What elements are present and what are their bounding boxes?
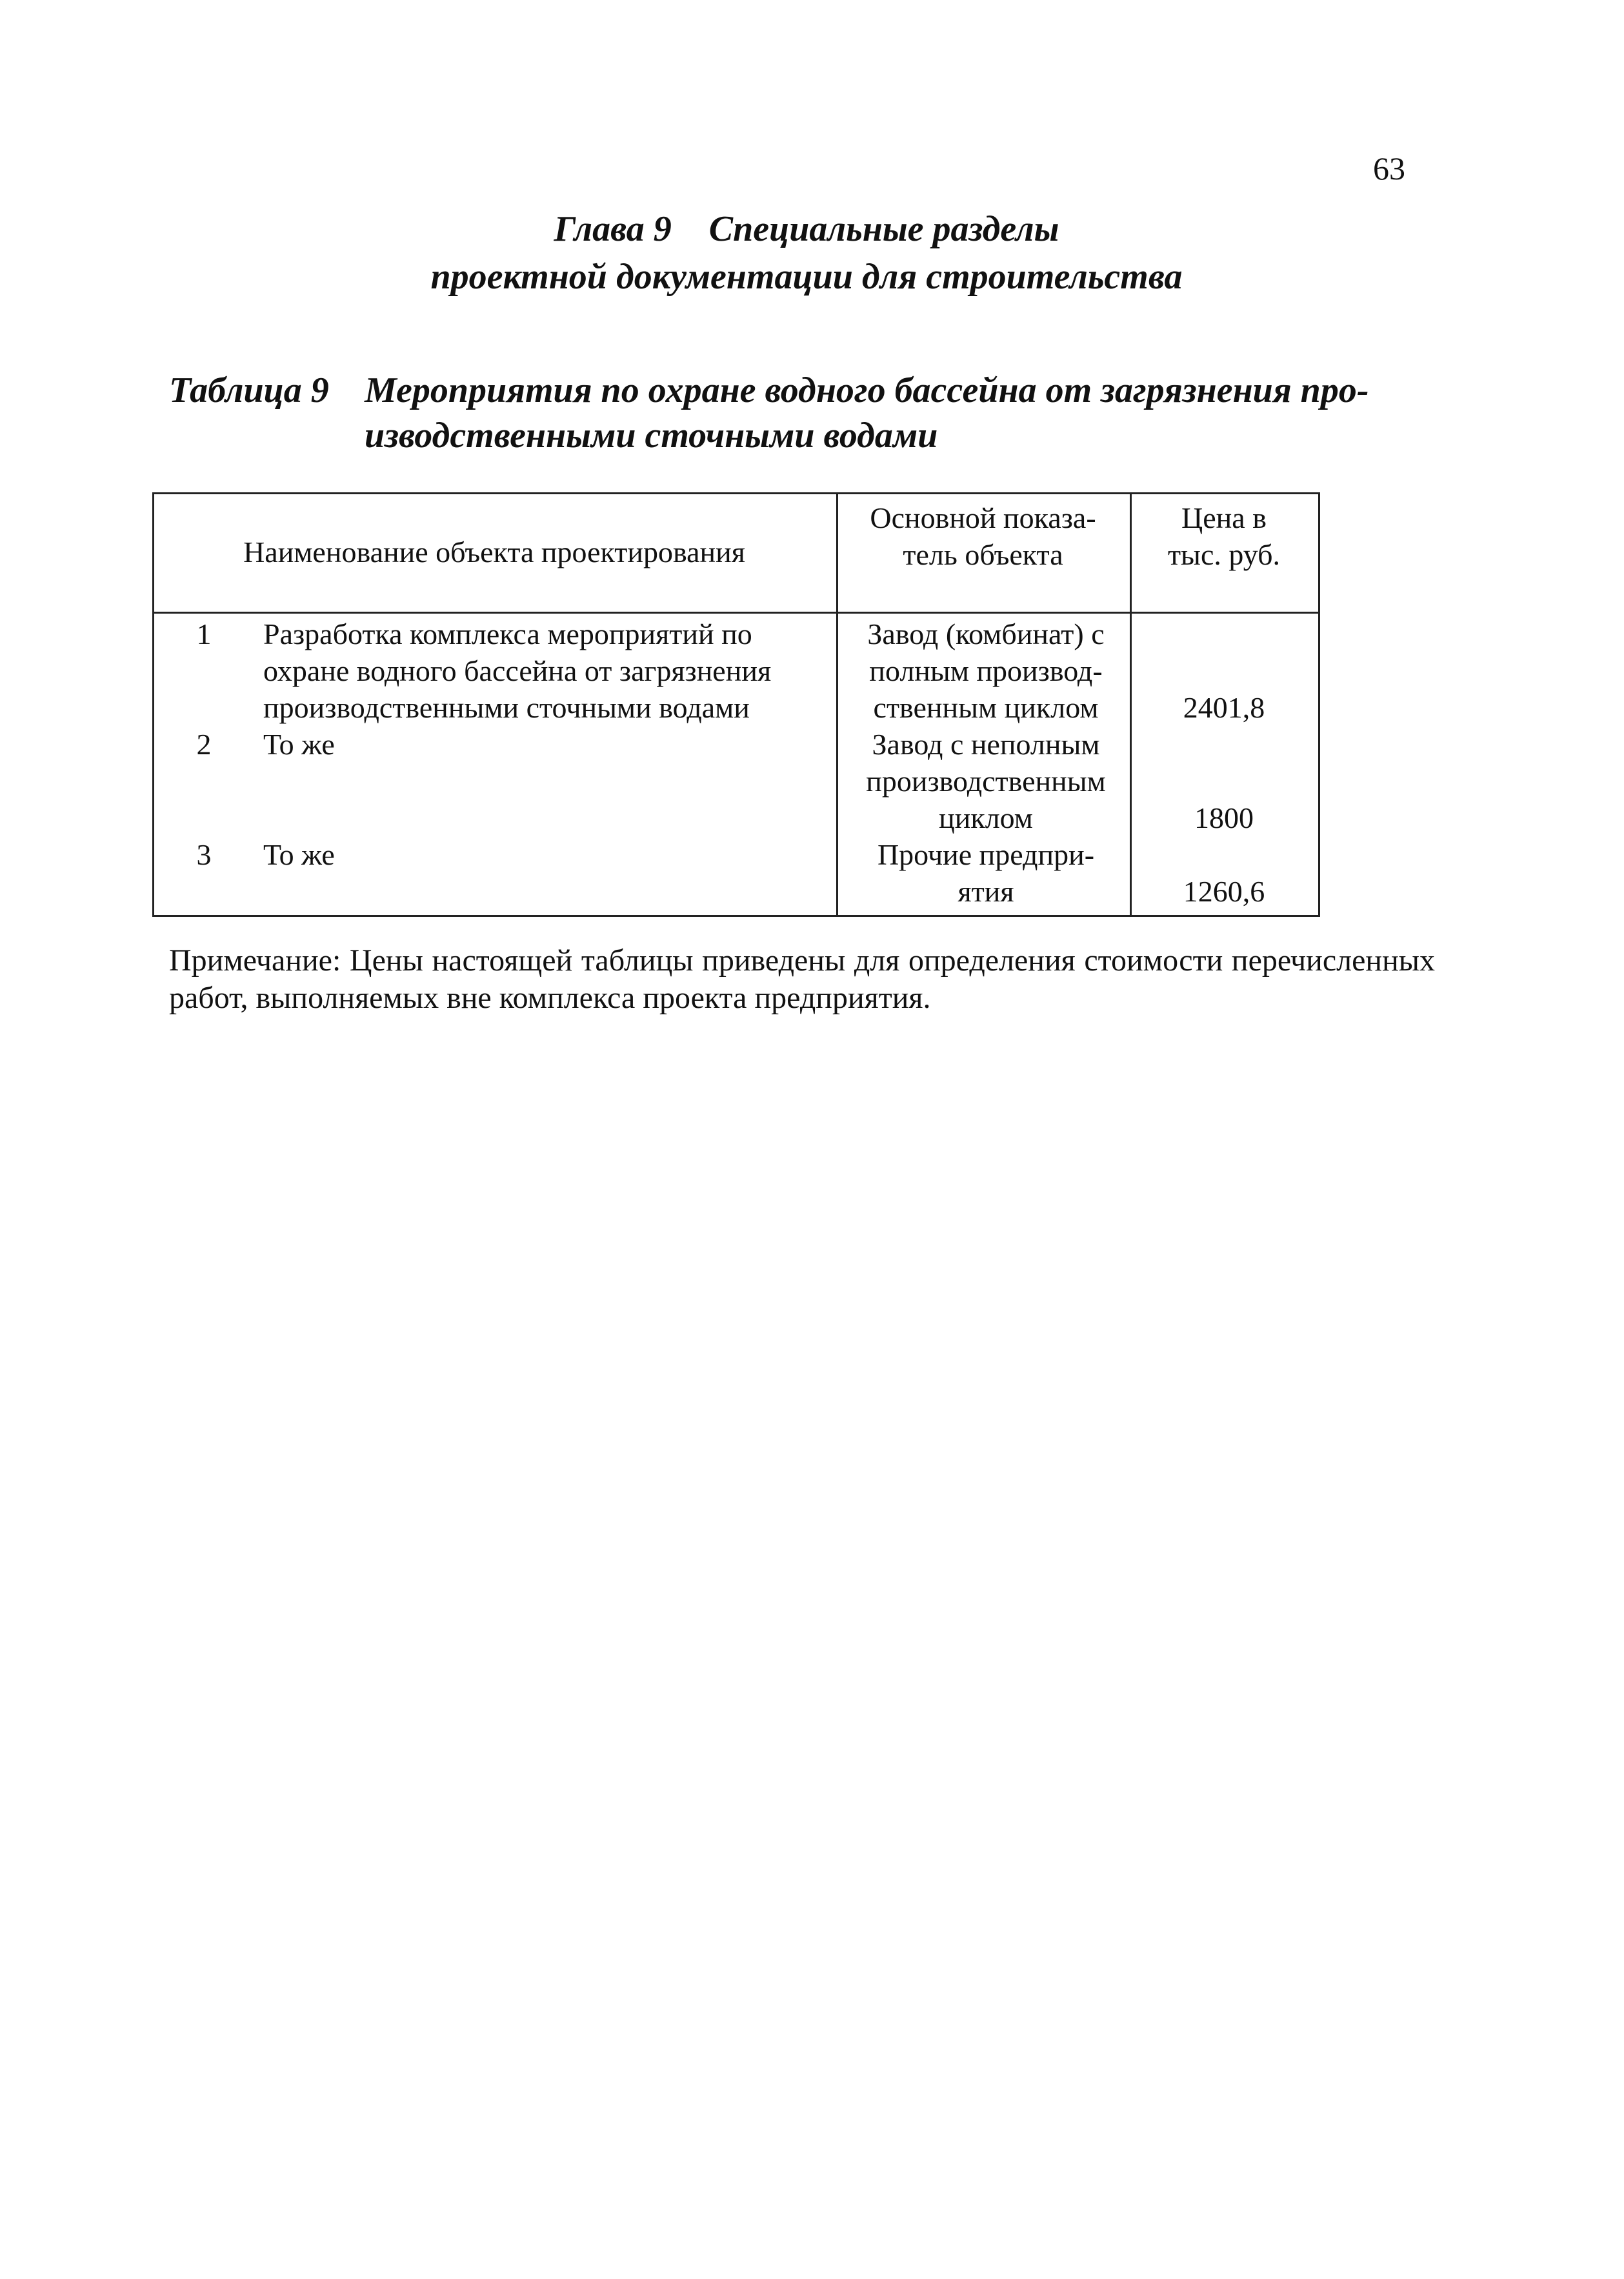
row-3-number: 3 <box>196 838 212 871</box>
row-2-price: 1800 <box>1194 801 1254 834</box>
header-indicator <box>836 499 1130 573</box>
header-price-line1: Цена в <box>1181 501 1267 534</box>
row-3-indicator-line2: ятия <box>957 875 1014 908</box>
table-title-line1: Мероприятия по охране водного бассейна от загрязнения про- <box>365 370 1369 410</box>
row-3-indicator-line1: Прочие предпри- <box>877 838 1095 871</box>
row-1-indicator <box>844 616 1128 726</box>
table-border-right <box>1318 494 1320 915</box>
row-2-indicator-line1: Завод с неполным <box>872 728 1100 761</box>
row-2-indicator-line2: производственным <box>866 765 1106 798</box>
chapter-title-line2: проектной документации для строительства <box>430 257 1183 297</box>
page-number: 63 <box>1373 150 1405 186</box>
row-1-number: 1 <box>196 617 212 650</box>
row-1-indicator-line1: Завод (комбинат) с <box>867 617 1105 650</box>
table-note: Примечание: Цены настоящей таблицы приведены для определения стоимости перечисленных работ, выполняемых вне комплекса проекта предприятия. <box>169 943 1435 1015</box>
header-price <box>1130 499 1318 573</box>
row-3-indicator <box>844 836 1128 910</box>
measures-table <box>152 492 1320 917</box>
row-1-name-line1: Разработка комплекса мероприятий по <box>263 617 752 650</box>
table-header-divider <box>152 612 1320 614</box>
row-1-name-line3: производственными сточными водами <box>263 691 750 724</box>
chapter-number: Глава 9 <box>554 209 672 249</box>
row-2-number: 2 <box>196 728 212 761</box>
chapter-heading-line1 <box>258 205 1355 253</box>
header-indicator-line1: Основной показа- <box>870 501 1096 534</box>
row-1-name <box>263 616 831 726</box>
table-title-label: Таблица 9 <box>169 370 329 410</box>
header-price-line2: тыс. руб. <box>1167 538 1281 571</box>
chapter-heading <box>258 205 1355 301</box>
row-3-name: То же <box>263 838 335 871</box>
row-1-price: 2401,8 <box>1183 691 1265 724</box>
row-1-indicator-line2: полным производ- <box>869 654 1103 687</box>
header-indicator-line2: тель объекта <box>903 538 1063 571</box>
row-2-indicator <box>844 726 1128 836</box>
table-title <box>169 368 1434 458</box>
row-3-price: 1260,6 <box>1183 875 1265 908</box>
row-1-indicator-line3: ственным циклом <box>873 691 1099 724</box>
row-2-indicator-line3: циклом <box>939 801 1033 834</box>
row-2-name: То же <box>263 728 335 761</box>
table-title-line2: изводственными сточными водами <box>365 416 938 456</box>
row-1-name-line2: охране водного бассейна от загрязнения <box>263 654 772 687</box>
chapter-title-line1: Специальные разделы <box>708 209 1059 249</box>
header-name: Наименование объекта проектирования <box>243 536 745 568</box>
